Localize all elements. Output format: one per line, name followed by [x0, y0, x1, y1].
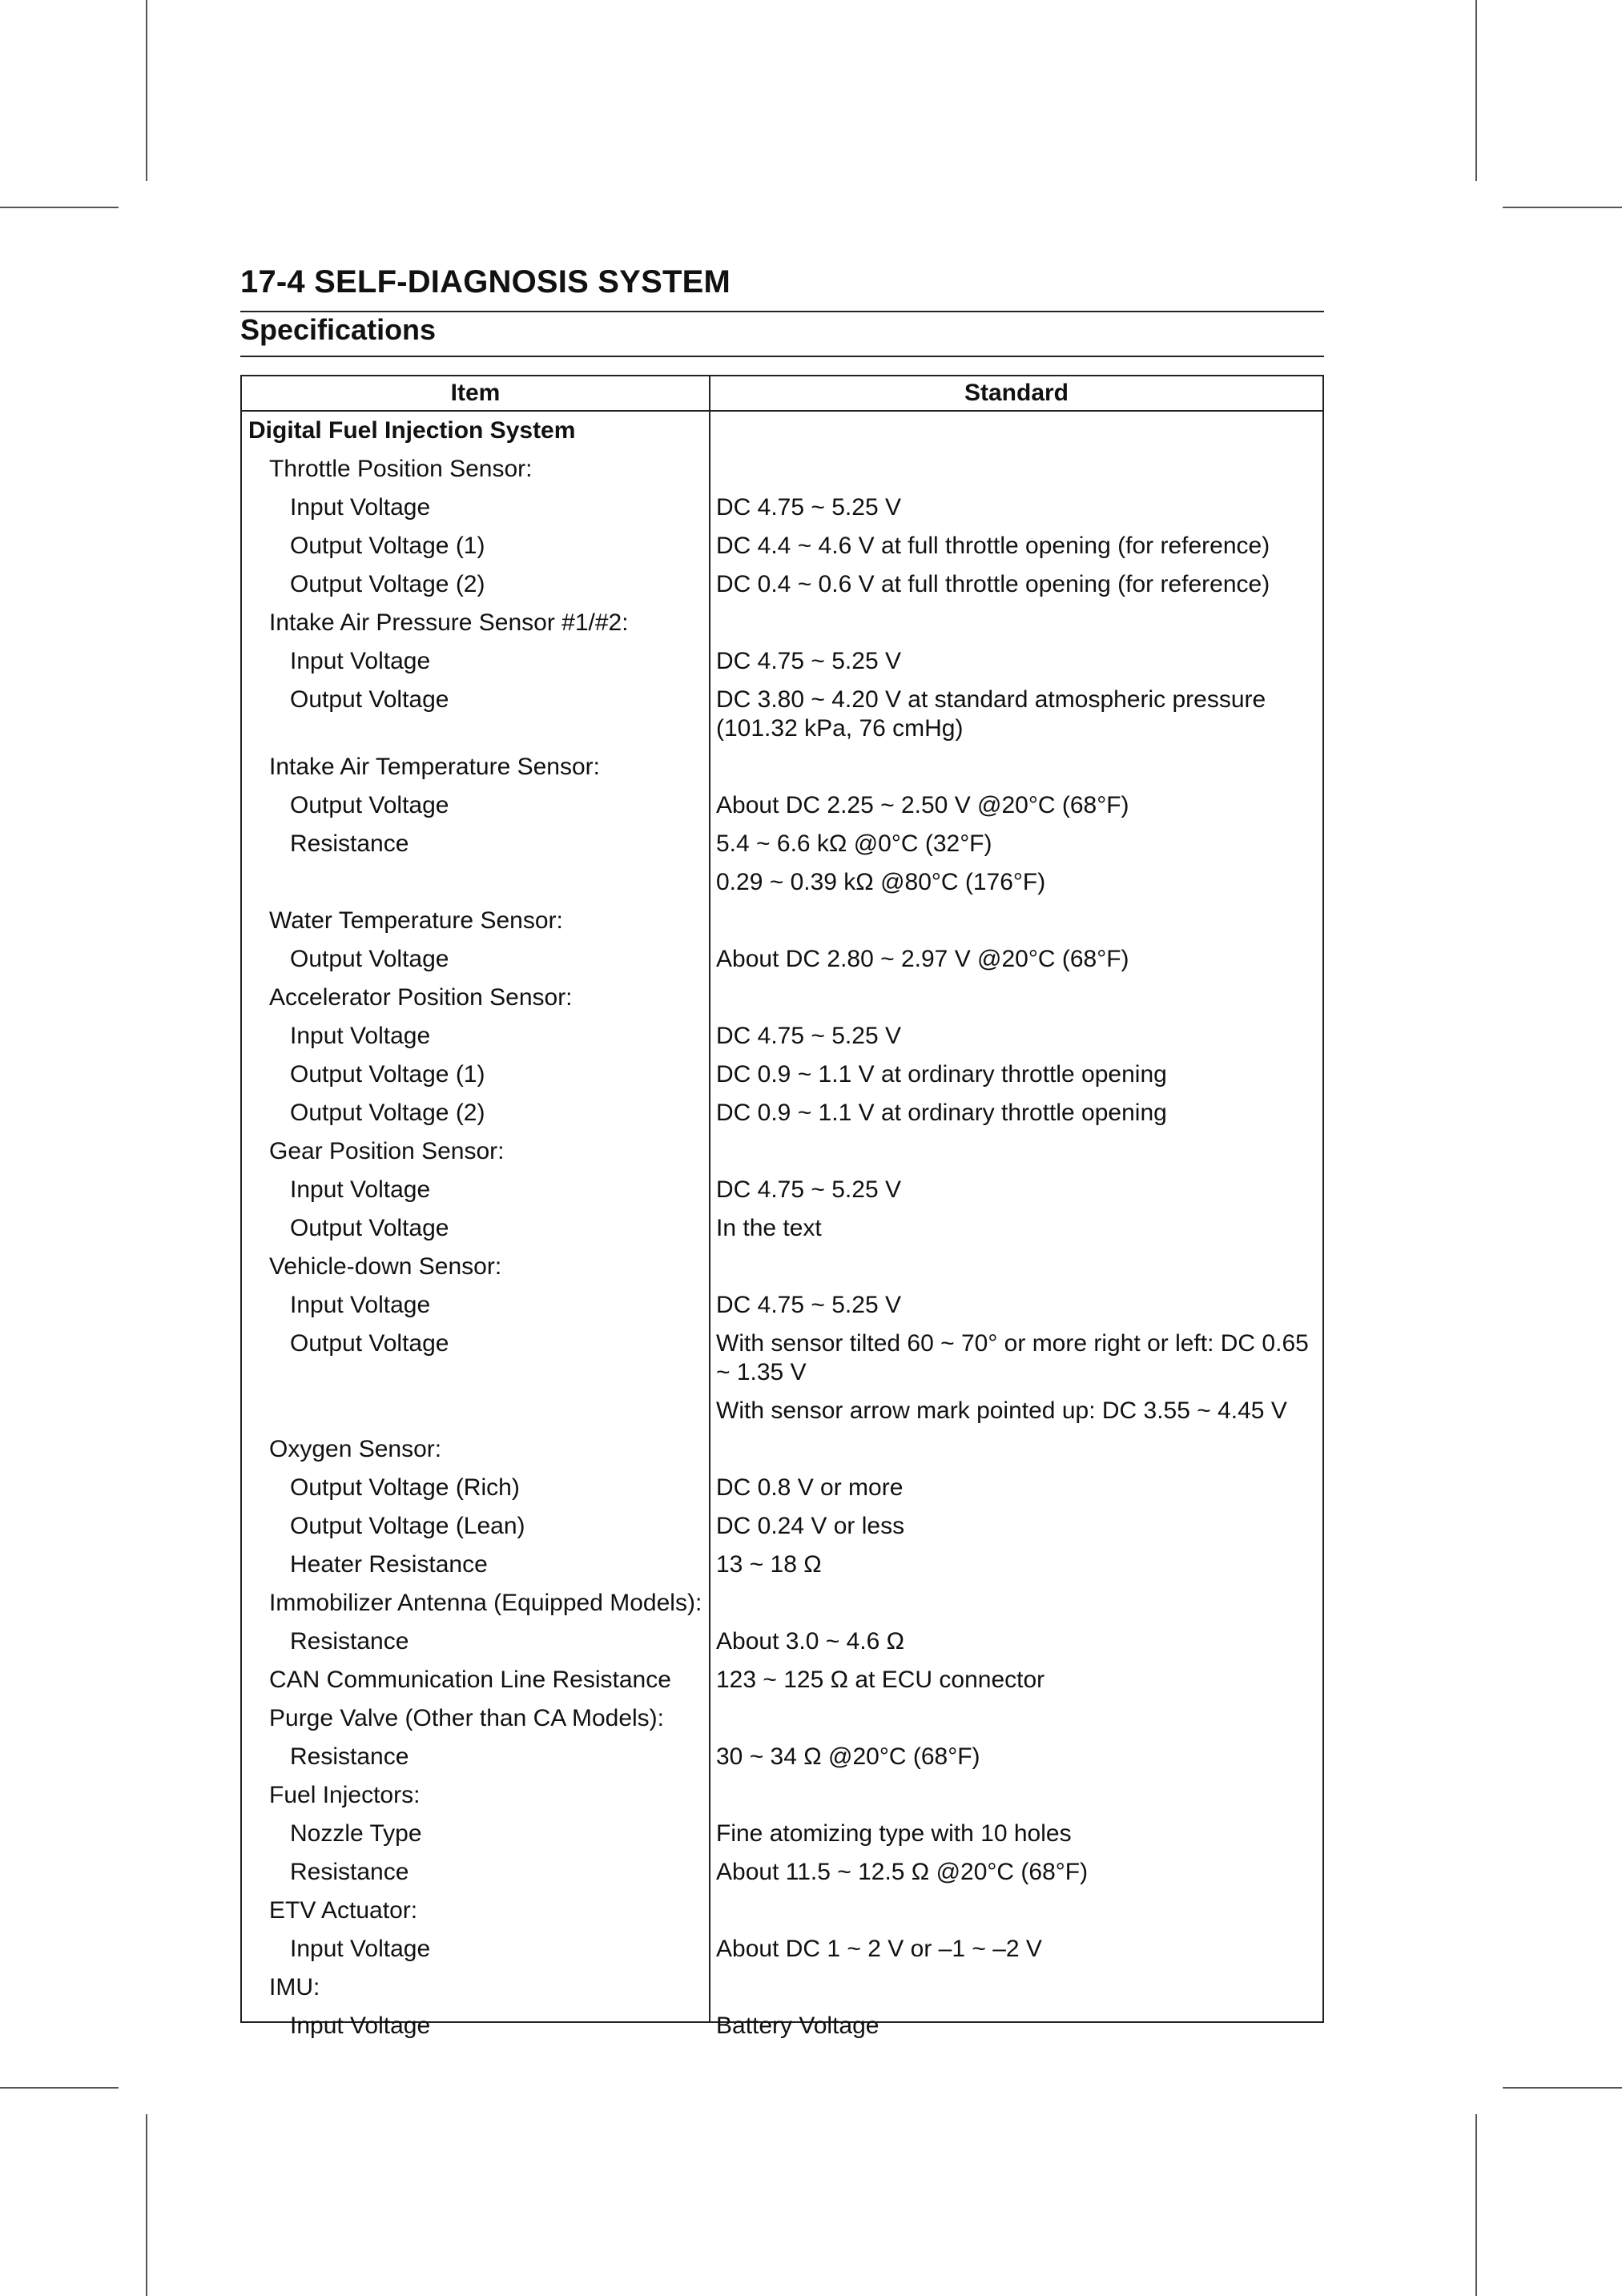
standard-cell: DC 0.8 V or more [716, 1474, 904, 1501]
item-cell: Output Voltage (2) [290, 1100, 485, 1126]
item-cell: Water Temperature Sensor: [269, 907, 563, 934]
standard-cell: In the text [716, 1215, 822, 1241]
table-row [242, 902, 1322, 940]
standard-cell: DC 4.75 ~ 5.25 V [716, 494, 901, 521]
crop-mark [1475, 0, 1477, 181]
table-row [242, 1286, 1322, 1325]
item-cell: Resistance [290, 830, 409, 857]
table-row [242, 748, 1322, 786]
table-row [242, 979, 1322, 1017]
crop-mark [146, 0, 147, 181]
standard-cell: About 3.0 ~ 4.6 Ω [716, 1628, 905, 1655]
item-cell: IMU: [269, 1974, 320, 2000]
table-row [242, 1622, 1322, 1661]
table-row [242, 1209, 1322, 1248]
item-cell: Output Voltage (1) [290, 1061, 485, 1088]
item-cell: Accelerator Position Sensor: [269, 984, 573, 1011]
header-item: Item [450, 380, 501, 406]
table-row [242, 2007, 1322, 2045]
item-cell: Nozzle Type [290, 1820, 422, 1847]
standard-cell: With sensor tilted 60 ~ 70° or more right or left: DC 0.65 ~ 1.35 V [716, 1330, 1309, 1385]
table-row [242, 412, 1322, 450]
table-row [242, 1699, 1322, 1738]
table-row [242, 863, 1322, 902]
standard-cell [709, 1699, 1322, 1738]
table-row [242, 1248, 1322, 1286]
table-row [242, 1546, 1322, 1584]
crop-mark [146, 2114, 147, 2296]
table-row [242, 1325, 1322, 1392]
standard-cell [709, 604, 1322, 642]
standard-cell: DC 0.9 ~ 1.1 V at ordinary throttle opening [716, 1100, 1167, 1126]
standard-cell [709, 902, 1322, 940]
table-row [242, 1661, 1322, 1699]
table-row [242, 1392, 1322, 1430]
item-cell: Output Voltage [290, 946, 449, 972]
standard-cell: DC 4.75 ~ 5.25 V [716, 1176, 901, 1203]
standard-cell [709, 1430, 1322, 1469]
standard-cell: Fine atomizing type with 10 holes [716, 1820, 1072, 1847]
item-cell: Output Voltage [290, 1330, 449, 1357]
item-cell [242, 1392, 709, 1430]
standard-cell: About DC 2.25 ~ 2.50 V @20°C (68°F) [716, 792, 1129, 818]
item-cell: Input Voltage [290, 2013, 431, 2039]
standard-cell [709, 412, 1322, 450]
table-row [242, 1017, 1322, 1056]
item-cell: Gear Position Sensor: [269, 1138, 505, 1164]
crop-mark [1503, 207, 1622, 208]
item-cell: Output Voltage (1) [290, 533, 485, 559]
crop-mark [1475, 2114, 1477, 2296]
header-standard: Standard [964, 380, 1069, 406]
table-row [242, 1094, 1322, 1132]
page-title: 17-4 SELF-DIAGNOSIS SYSTEM [240, 264, 731, 300]
table-row [242, 786, 1322, 825]
table-row [242, 1892, 1322, 1930]
table-row [242, 1430, 1322, 1469]
item-cell [242, 863, 709, 902]
standard-cell: 123 ~ 125 Ω at ECU connector [716, 1667, 1045, 1693]
item-cell: Output Voltage [290, 686, 449, 713]
standard-cell [709, 1776, 1322, 1815]
standard-cell [709, 1132, 1322, 1171]
table-row [242, 1584, 1322, 1622]
standard-cell: 5.4 ~ 6.6 kΩ @0°C (32°F) [716, 830, 992, 857]
item-cell: Fuel Injectors: [269, 1782, 421, 1808]
table-row [242, 825, 1322, 863]
item-cell: Digital Fuel Injection System [248, 417, 576, 444]
standard-cell: DC 0.24 V or less [716, 1513, 905, 1539]
table-row [242, 642, 1322, 681]
table-row [242, 489, 1322, 527]
item-cell: Resistance [290, 1859, 409, 1885]
table-row [242, 1056, 1322, 1094]
standard-cell: About 11.5 ~ 12.5 Ω @20°C (68°F) [716, 1859, 1089, 1885]
item-cell: Vehicle-down Sensor: [269, 1253, 502, 1280]
standard-cell [709, 979, 1322, 1017]
section-rule [240, 356, 1324, 357]
standard-cell: 30 ~ 34 Ω @20°C (68°F) [716, 1743, 980, 1770]
item-cell: Output Voltage (Lean) [290, 1513, 525, 1539]
item-cell: Input Voltage [290, 1936, 431, 1962]
item-cell: Input Voltage [290, 1023, 431, 1049]
standard-cell: DC 3.80 ~ 4.20 V at standard atmospheric pressure (101.32 kPa, 76 cmHg) [716, 686, 1266, 742]
item-cell: Input Voltage [290, 1176, 431, 1203]
specifications-table [240, 375, 1324, 2039]
standard-cell: DC 0.9 ~ 1.1 V at ordinary throttle opening [716, 1061, 1167, 1088]
table-row [242, 1853, 1322, 1892]
standard-cell: Battery Voltage [716, 2013, 879, 2039]
crop-mark [0, 2087, 119, 2089]
table-row [242, 681, 1322, 748]
table-row [242, 1815, 1322, 1853]
item-cell: Heater Resistance [290, 1551, 488, 1578]
standard-cell: 13 ~ 18 Ω [716, 1551, 822, 1578]
standard-cell [709, 450, 1322, 489]
table-row [242, 1171, 1322, 1209]
crop-mark [0, 207, 119, 208]
item-cell: Purge Valve (Other than CA Models): [269, 1705, 665, 1731]
item-cell: Input Voltage [290, 648, 431, 674]
table-row [242, 450, 1322, 489]
table-row [242, 1507, 1322, 1546]
standard-cell [709, 748, 1322, 786]
table-header [242, 376, 1322, 412]
table-row [242, 940, 1322, 979]
standard-cell: About DC 1 ~ 2 V or –1 ~ –2 V [716, 1936, 1042, 1962]
table-row [242, 565, 1322, 604]
item-cell: CAN Communication Line Resistance [269, 1667, 671, 1693]
section-title: Specifications [240, 313, 437, 346]
table-row [242, 1968, 1322, 2007]
item-cell: Throttle Position Sensor: [269, 456, 533, 482]
standard-cell [709, 1584, 1322, 1622]
standard-cell: DC 4.75 ~ 5.25 V [716, 1023, 901, 1049]
table-row [242, 1930, 1322, 1968]
crop-mark [1503, 2087, 1622, 2089]
standard-cell [709, 1248, 1322, 1286]
standard-cell: About DC 2.80 ~ 2.97 V @20°C (68°F) [716, 946, 1129, 972]
standard-cell: DC 4.4 ~ 4.6 V at full throttle opening (for reference) [716, 533, 1270, 559]
standard-cell [709, 1892, 1322, 1930]
item-cell: Intake Air Pressure Sensor #1/#2: [269, 609, 629, 636]
table-row [242, 1132, 1322, 1171]
item-cell: Input Voltage [290, 1292, 431, 1318]
table-row [242, 1738, 1322, 1776]
table-body [242, 412, 1322, 2045]
item-cell: ETV Actuator: [269, 1897, 418, 1924]
item-cell: Input Voltage [290, 494, 431, 521]
table-row [242, 527, 1322, 565]
item-cell: Output Voltage (Rich) [290, 1474, 520, 1501]
item-cell: Output Voltage [290, 792, 449, 818]
item-cell: Oxygen Sensor: [269, 1436, 442, 1462]
table-row [242, 1469, 1322, 1507]
standard-cell [709, 1968, 1322, 2007]
item-cell: Immobilizer Antenna (Equipped Models): [269, 1590, 702, 1616]
item-cell: Resistance [290, 1743, 409, 1770]
table-row [242, 604, 1322, 642]
standard-cell: DC 4.75 ~ 5.25 V [716, 648, 901, 674]
standard-cell: With sensor arrow mark pointed up: DC 3.55 ~ 4.45 V [716, 1397, 1287, 1424]
standard-cell: DC 4.75 ~ 5.25 V [716, 1292, 901, 1318]
table-row [242, 1776, 1322, 1815]
item-cell: Output Voltage [290, 1215, 449, 1241]
item-cell: Intake Air Temperature Sensor: [269, 754, 600, 780]
item-cell: Output Voltage (2) [290, 571, 485, 597]
item-cell: Resistance [290, 1628, 409, 1655]
standard-cell: DC 0.4 ~ 0.6 V at full throttle opening (for reference) [716, 571, 1270, 597]
standard-cell: 0.29 ~ 0.39 kΩ @80°C (176°F) [716, 869, 1046, 895]
